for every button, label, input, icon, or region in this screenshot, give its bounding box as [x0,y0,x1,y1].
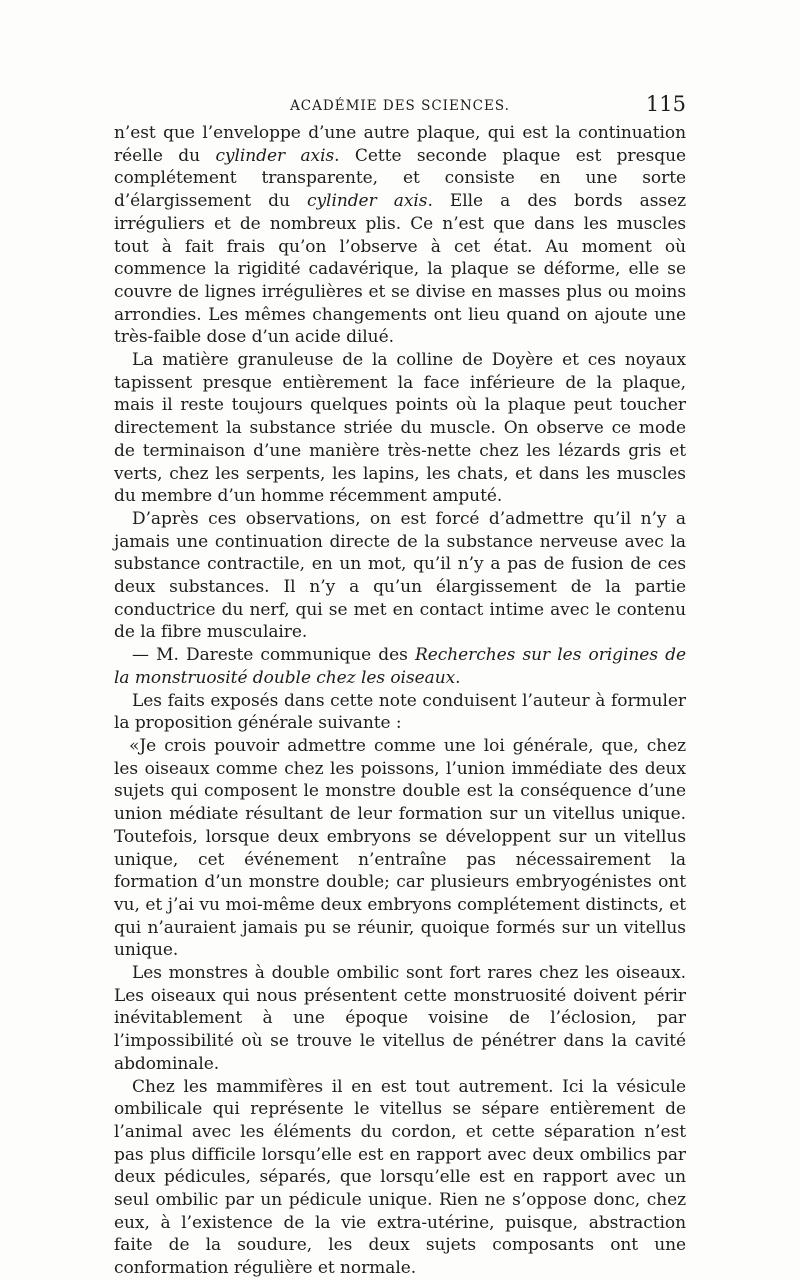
paragraph-1-text-a: n’est que l’enveloppe d’une autre plaque, qui est la continuation réelle du [114,123,686,166]
paragraph-6-quote: «Je crois pouvoir admettre comme une loi générale, que, chez les oiseaux comme chez les poissons, l’union immédiate des deux sujets qui composent le monstre double est la conséquence d’une union médiate résultant de leur formation sur un vitellus unique. Toutefois, lorsque deux embryons se développent sur un vitellus unique, cet événement n’entraîne pas nécessairement la formation d’un monstre double; car plusieurs embryogénistes ont vu, et j’ai vu moi-même deux embryons complétement distincts, et qui n’auraient jamais pu se réunir, quoique formés sur un vitellus unique. [114,735,686,961]
paragraph-2: La matière granuleuse de la colline de Doyère et ces noyaux tapissent presque entièrement la face inférieure de la plaque, mais il reste toujours quelques points où la plaque peut toucher directement la substance striée du muscle. On observe ce mode de terminaison d’une manière très-nette chez les lézards gris et verts, chez les serpents, les lapins, les chats, et dans les muscles du membre d’un homme récemment amputé. [114,350,686,507]
paragraph-4-title: Recherches sur les origines de la monstruosité double chez les oiseaux [114,645,687,688]
paragraph-1 [114,122,686,349]
page-header [114,92,686,122]
paragraph-3: D’après ces observations, on est forcé d’admettre qu’il n’y a jamais une continuation directe de la substance nerveuse avec la substance contractile, en un mot, qu’il n’y a pas de fusion de ces deux substances. Il n’y a qu’un élargissement de la partie conductrice du nerf, qui se met en contact intime avec le contenu de la fibre musculaire. [114,508,686,643]
paragraph-1-text-b: . Cette seconde plaque est presque complétement transparente, et consiste en une sorte d’élargissement du [114,145,687,212]
paragraph-1-italic-a: cylinder axis [215,145,335,166]
document-page [114,92,686,1280]
paragraph-7: Les monstres à double ombilic sont fort rares chez les oiseaux. Les oiseaux qui nous présentent cette monstruosité doivent périr inévitablement à une époque voisine de l’éclosion, par l’impossibilité où se trouve le vitellus de pénétrer dans la cavité abdominale. [114,963,686,1074]
paragraph-4-text-a: — M. Dareste communique des [132,645,416,666]
paragraph-4-communication [114,644,686,689]
page-number: 115 [645,92,686,116]
paragraph-5: Les faits exposés dans cette note conduisent l’auteur à formuler la proposition générale suivante : [114,690,686,734]
paragraph-8: Chez les mammifères il en est tout autrement. Ici la vésicule ombilicale qui représente le vitellus se sépare entièrement de l’animal avec les éléments du cordon, et cette séparation n’est pas plus difficile lorsqu’elle est en rapport avec deux ombilics par deux pédicules, séparés, que lorsqu’elle est en rapport avec un seul ombilic par un pédicule unique. Rien ne s’oppose donc, chez eux, à l’existence de la vie extra-utérine, puisque, abstraction faite de la soudure, les deux sujets composants ont une conformation régulière et normale. [114,1076,686,1279]
paragraph-4-text-b: . [455,667,461,688]
paragraph-1-italic-b: cylinder axis [307,191,428,212]
paragraph-1-text-c: . Elle a des bords assez irréguliers et de nombreux plis. Ce n’est que dans les muscles tout à fait frais qu’on l’observe à cet état. Au moment où commence la rigidité cadavérique, la plaque se déforme, elle se couvre de lignes irrégulières et se divise en masses plus ou moins arrondies. Les mêmes changements ont lieu quand on ajoute une très-faible dose d’un acide dilué. [114,191,686,348]
running-head: ACADÉMIE DES SCIENCES. [290,98,510,114]
